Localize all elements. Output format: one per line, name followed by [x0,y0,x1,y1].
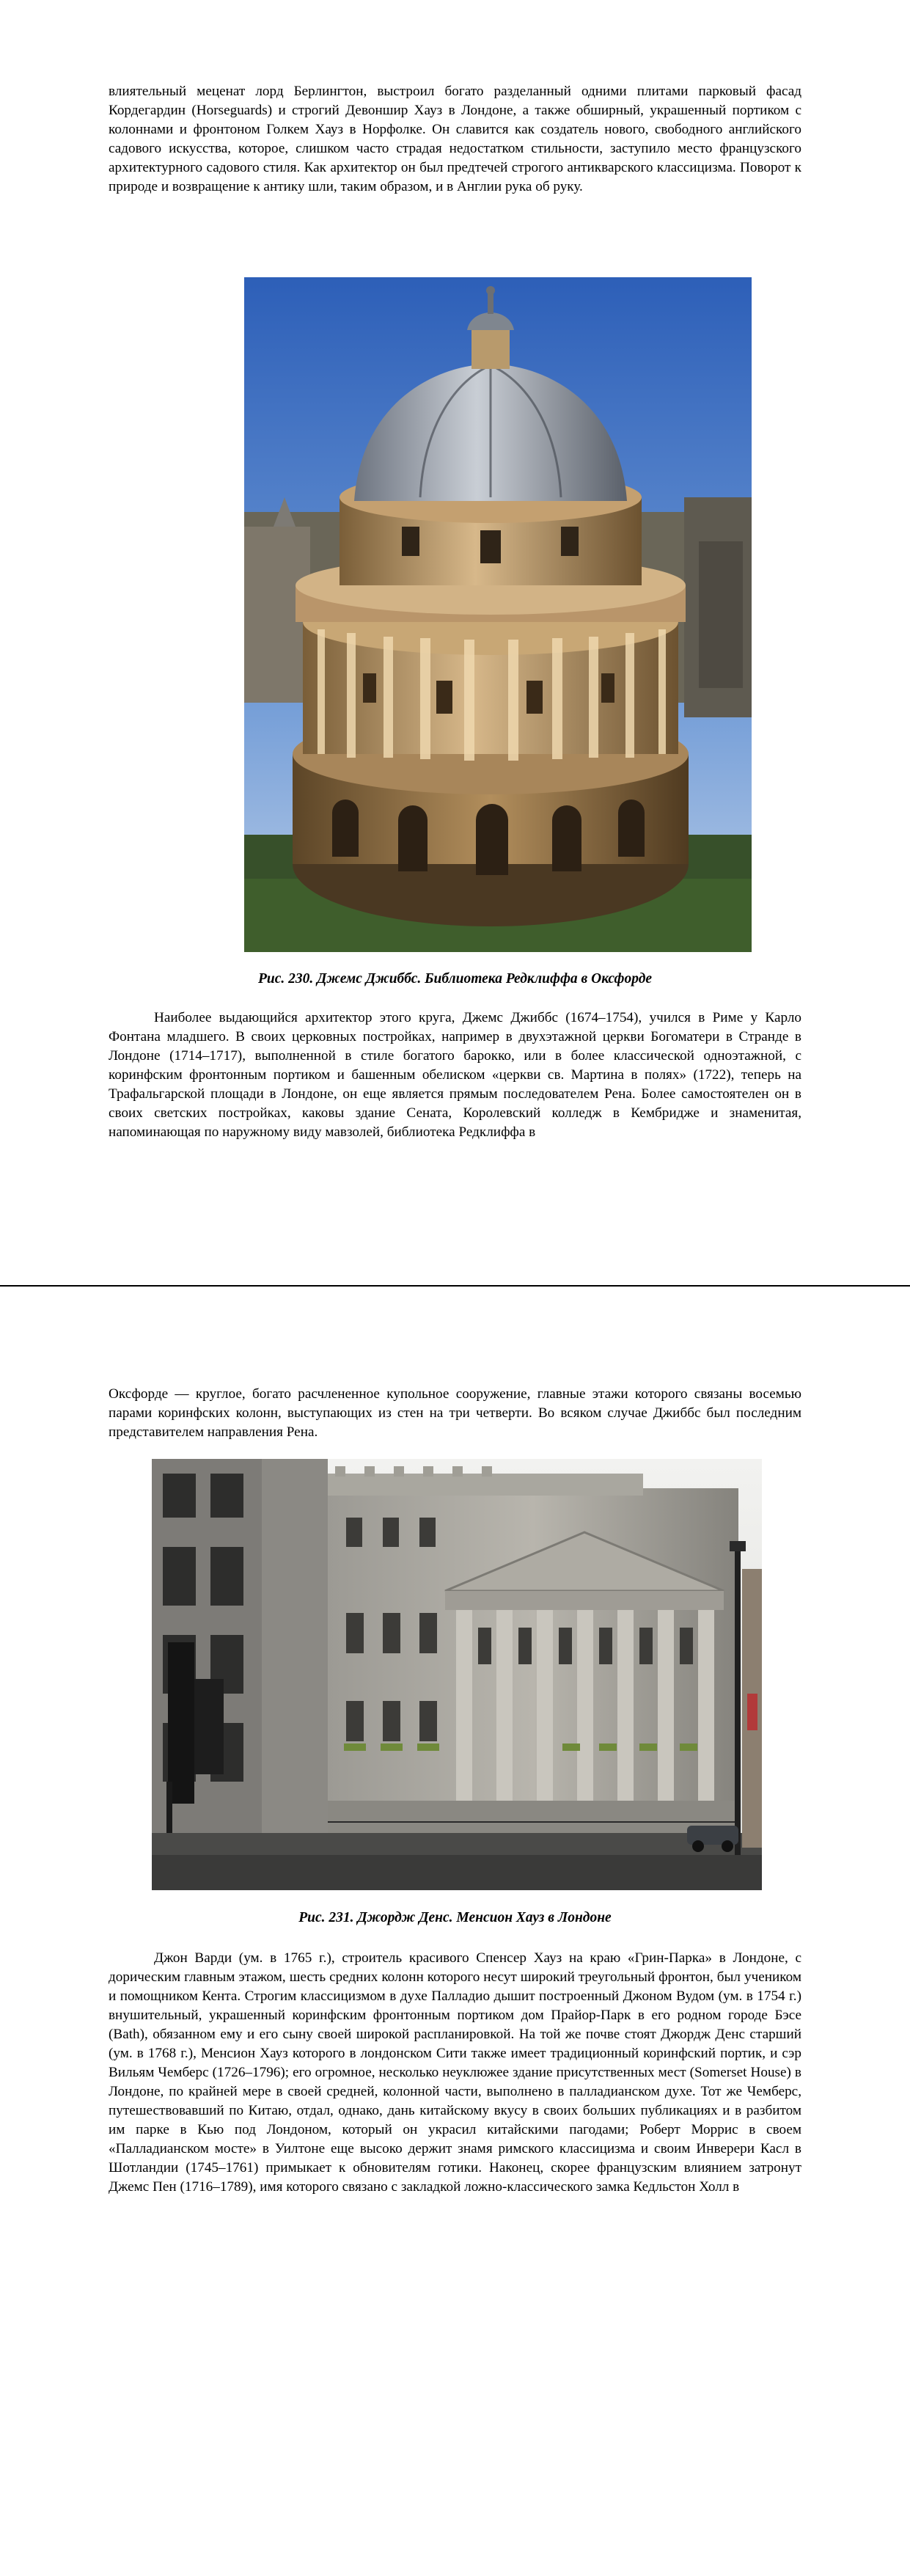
paragraph: влиятельный меценат лорд Берлингтон, выстроил богато разделанный одними плитами парковый фасад Кордегардин (Horseguards) и строгий Девоншир Хауз в Лондоне, а также обширный, украшенный портиком с колоннами и фронтоном Голкем Хауз в Норфолке. Он славится как создатель нового, свободного английского садового искусства, которое, слишком часто страдая недостатком стильности, заступило место французского архитектурного садового стиля. Как архитектор он был предтечей строгого антикварского классицизма. Поворот к природе и возвращение к антику шли, таким образом, и в Англии рука об руку. [109,84,801,194]
mansion-house-photo [152,1459,762,1890]
radcliffe-camera-photo [244,277,752,952]
figure-caption: Рис. 230. Джемс Джиббс. Библиотека Редклиффа в Оксфорде [257,971,653,987]
page-1 [0,0,910,1285]
paragraph: Оксфорде — круглое, богато расчлененное купольное сооружение, главные этажи которого связаны восемью парами коринфских колонн, выступающих из стен на три четверти. Во всяком случае Джиббс был последним представителем направления Рена. [109,1386,801,1440]
paragraph: Наиболее выдающийся архитектор этого круга, Джемс Джиббс (1674–1754), учился в Риме у Карло Фонтана младшего. В своих церковных постройках, например в двухэтажной церкви Богоматери в Странде в Лондоне (1714–1717), выполненной в стиле богатого барокко, или в более классической одноэтажной, с коринфским фронтонным портиком и башенным обелиском «церкви св. Мартина в полях» (1722), теперь на Трафальгарской площади в Лондоне, он еще является прямым последователем Рена. Более самостоятелен он в своих светских постройках, каковы здание Сената, Королевский колледж в Кембридже и знаменитая, напоминающая по наружному виду мавзолей, библиотека Редклиффа в [109,1010,801,1140]
page-2 [0,1287,910,2576]
paragraph: Джон Варди (ум. в 1765 г.), строитель красивого Спенсер Хауз на краю «Грин-Парка» в Лондоне, с дорическим главным этажом, шесть средних колонн которого несут широкий треугольный фронтон, был учеником и помощником Кента. Строгим классицизмом в духе Палладио дышит построенный Джоном Вудом (ум. в 1754 г.) внушительный, украшенный коринфским фронтонным портиком дом Прайор-Парк в его родном городе Бэсе (Bath), обязанном ему и его сыну своей широкой распланировкой. На той же почве стоят Джордж Денс старший (ум. в 1768 г.), Менсион Хауз которого в лондонском Сити также имеет традиционный коринфский портик, и сэр Вильям Чемберс (1726–1796); его огромное, несколько неуклюжее здание присутственных мест (Somerset House) в Лондоне, по крайней мере в своей средней, колонной части, выполнено в палладианском духе. Тот же Чемберс, путешествовавший по Китаю, отдал, однако, дань китайскому вкусу в своих больших публикациях и в разбитом им парке в Кью под Лондоном, который он украсил китайскими пагодами; Роберт Моррис в своем «Палладианском мосте» в Уилтоне еще высоко держит знамя римского классицизма и своим Инверери Касл в Шотландии (1745–1761) примыкает к обновителям готики. Наконец, скорее французским влиянием затронут Джемс Пен (1716–1789), имя которого связано с закладкой ложно-классического замка Кедльстон Холл в [109,1950,801,2195]
figure-caption: Рис. 231. Джордж Денс. Менсион Хауз в Лондоне [298,1910,612,1925]
